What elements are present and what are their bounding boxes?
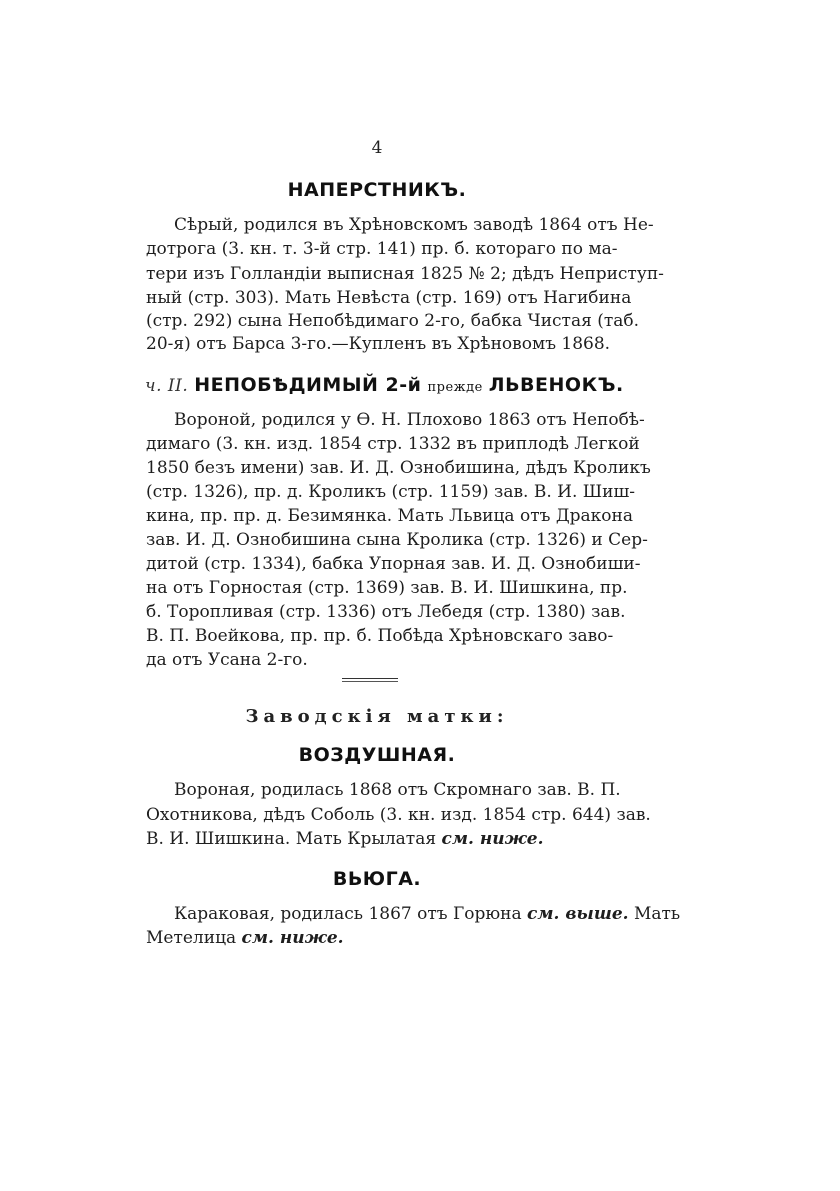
page-number: 4 — [371, 138, 383, 158]
text-line: димаго (3. кн. изд. 1854 стр. 1332 въ приплодѣ Легкой — [146, 434, 640, 454]
separator-rule — [342, 681, 398, 682]
entry-heading-naperstnik: НАПЕРСТНИКЪ. — [287, 179, 467, 201]
text-line: В. И. Шишкина. Мать Крылатая см. ниже. — [146, 829, 544, 849]
text-line: тери изъ Голландіи выписная 1825 № 2; дѣдъ Неприступ- — [146, 264, 664, 284]
heading-name: НЕПОБѢДИМЫЙ 2-й — [194, 374, 422, 396]
heading-connector: прежде — [427, 380, 483, 395]
text-line: да отъ Усана 2-го. — [146, 650, 308, 670]
mare-heading-vyuga: ВЬЮГА. — [332, 868, 422, 890]
text-line: зав. И. Д. Ознобишина сына Кролика (стр. 1326) и Сер- — [146, 530, 648, 550]
text-line: б. Торопливая (стр. 1336) отъ Лебедя (стр. 1380) зав. — [146, 602, 626, 622]
text-line: 20-я) отъ Барса 3-го.—Купленъ въ Хрѣновомъ 1868. — [146, 334, 611, 354]
text-line: Охотникова, дѣдъ Соболь (3. кн. изд. 1854 стр. 644) зав. — [146, 805, 651, 825]
mare-heading-vozdushnaya: ВОЗДУШНАЯ. — [298, 744, 456, 766]
section-title: Заводскія матки: — [245, 706, 509, 727]
cross-reference: см. ниже. — [441, 829, 544, 849]
cross-reference: см. ниже. — [241, 928, 344, 948]
text-line: Сѣрый, родился въ Хрѣновскомъ заводѣ 1864 отъ Не- — [174, 215, 654, 235]
text-line: В. П. Воейкова, пр. пр. б. Побѣда Хрѣновскаго заво- — [146, 626, 614, 646]
text-line: (стр. 1326), пр. д. Кроликъ (стр. 1159) зав. В. И. Шиш- — [146, 482, 636, 502]
separator-rule — [342, 678, 398, 679]
entry-heading-nepobedimy — [145, 374, 624, 396]
text-line: Караковая, родилась 1867 отъ Горюна см. выше. Мать — [174, 904, 681, 924]
text-line: кина, пр. пр. д. Безимянка. Мать Львица отъ Дракона — [146, 506, 633, 526]
text-line: Вороной, родился у Ѳ. Н. Плохово 1863 отъ Непобѣ- — [174, 410, 645, 430]
cross-reference: см. выше. — [527, 904, 629, 924]
text-line: 1850 безъ имени) зав. И. Д. Ознобишина, дѣдъ Кроликъ — [146, 458, 651, 478]
text-line: Вороная, родилась 1868 отъ Скромнаго зав. В. П. — [174, 780, 621, 800]
text-line: Метелица см. ниже. — [146, 928, 344, 948]
text-line: дитой (стр. 1334), бабка Упорная зав. И. Д. Ознобиши- — [146, 554, 641, 574]
text-line: на отъ Горностая (стр. 1369) зав. В. И. Шишкина, пр. — [146, 578, 628, 598]
text-line: (стр. 292) сына Непобѣдимаго 2-го, бабка Чистая (таб. — [146, 311, 640, 331]
text-line: ный (стр. 303). Мать Невѣста (стр. 169) отъ Нагибина — [146, 288, 632, 308]
heading-former-name: ЛЬВЕНОКЪ. — [488, 374, 624, 396]
text-line: дотрога (3. кн. т. 3-й стр. 141) пр. б. котораго по ма- — [146, 239, 618, 259]
volume-prefix: ч. II. — [145, 376, 189, 396]
